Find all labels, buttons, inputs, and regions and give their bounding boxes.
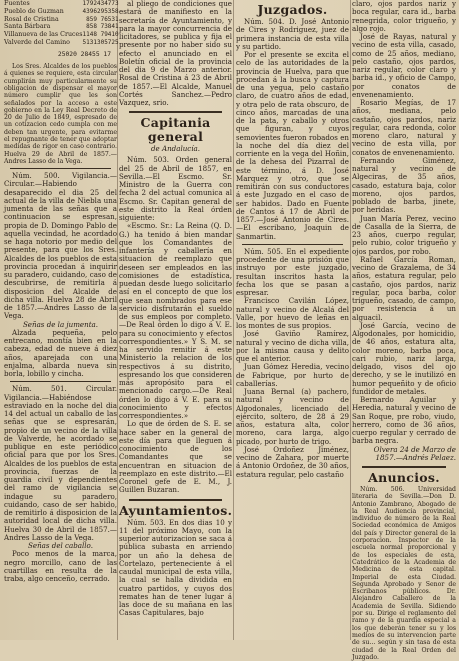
tally-cell: 859 [86,15,97,23]
notice-text: Los Sres. Alcaldes de los pueblos á quienes se requiere, esta circular cumplirán muy particularmente su obligacion de dispensar el mayor número cumplir que les son señalados por la acceso a este gobierno en la Ley Real Decreto de 20 de Julio de 1849, espresado de un cotizacion cedo cumpla con me deben tan urgente, para evitarme el repugnante de tener que adoptar medidas de rigor en caso contrario. Huelva 29 de Abril de 1857.—Andres Lasso de la Vega. [4,63,117,165]
divider [10,381,111,382]
divider [129,111,222,113]
tally-cell: 73 [111,0,119,7]
article-body: José García, vecino de Algodonales, por homicidio, de 46 años, estatura alta, color moreno, barba poca, cari rubio, nariz larga, delgado, visos del ojo derecho, y se le inutilizó en humor pequeñito y de oficio fundidor de metales. [352,320,456,396]
article-body: —Habiendo desaparecido el dia 25 del actual de la villa de Niebla una jumenta de las señas que a continuacion se espresan, propia de D. Domingo Pablo de aquella vecindad, he acordado se haga notorio por medio del presente, para que los Sres. Alcaldes de los pueblos de esta provincia procedan á inquirir su paradero, cuidando, caso de descubrirse, de remitirla á disposicion del Alcalde de dicha villa. Huelva 28 de Abril de 1857.—Andres Lasso de la Vega. [4,179,117,321]
article-body: —Habiéndose estraviado en la noche del dia 14 del actual un caballo de las señas que se espresarán, propio de un vecino de la villa de Valverde, he acordado se publique en este periódico oficial para que por los Sres. Alcaldes de los pueblos de esta provincia, fuerzas de la guardia civil y dependientes del ramo de vigilancia se indague su paradero, cuidando, caso de ser habido, de remitirlo á disposicion de la autoridad local de dicha villa. Huelva 30 de Abril de 1857.—Andres Lasso de la Vega. [4,392,117,542]
description: Alzada pequeña, pelo entrecano, montía bien en la cabeza, edad de nueve á diez años, aparejada con una enjalma, albarda nueva sin borla, lobillo y cincha. [4,327,117,379]
tally-cell: 58 [111,7,119,15]
column-1 [4,0,117,640]
tally-cell: 31 [111,15,119,23]
section-title: Juzgados. [257,2,328,17]
tally-totals: 25020 28455 17 [57,50,111,58]
tally-cell: 738 [100,23,112,31]
tally-cell: 5131 [82,38,97,46]
article-503b: Núm. 503. En dos dias 10 y 11 del próximo Mayo, con la superior autorizacion se saca á pública subasta en arriendo por un año la dehesa de Cortelazo, perteneciente á el caudal municipal de esta villa, la cual se halla dividida en cuatro partidos, y cuyos dos remates han de tener lugar á las doce de su mañana en las Casas Capitulares, bajo [119,517,232,618]
article-body: José Ordoñez Jiménez, vecino de Zahara, por muerte á Antonio Ordoñez, de 30 años, estatura regular, pelo castaño [236,444,349,479]
tally-row [4,31,119,39]
tally-cell: 4396 [82,7,97,15]
article-503: Núm. 503. Orden general del 25 de Abril de 1857, en Sevilla.—El Escmo. Sr. Ministro de la Guerra con fecha 2 del actual comunica al Escmo. Sr. Capitan general de este distrito la Real órden siguiente: [119,155,232,222]
tally-cell: Pueblo de Guzman [4,7,64,15]
tally-cell: 765 [100,15,112,23]
divider [129,499,222,501]
tally-cell: 41 [111,23,119,31]
tally-cell: 1148 [82,31,97,39]
description: Poco menos de la marca, negro morcillo, cano de las cuartillas en resulta de la traba, algo cenceño, cerrado. [4,549,117,584]
article-body: José de Rayas, natural y vecino de esta villa, casado, como de 25 años, mediano, pelo castaño, ojos pardos, nariz regular, color claro y barba id., y oficio de Campo, por conatos de envenenamiento. [352,32,456,99]
section-title: Capitania general [140,115,211,145]
tally-cell: 4347 [96,0,112,7]
article-body: «Escmo. Sr.: La Reina (Q. D. G.) ha tenido á bien mandar que los Comandantes de infantería y caballería en situacion de reemplazo que deseen ser empleados en las comisiones de estadística, puedan desde luego solicitarlo así en el concepto de que los que sean nombrados para ese servicio disfrutarán el sueldo de sus empleos por completo.—De Real órden lo digo á V. E. para su conocimiento y efectos correspondientes.» Y S. M. se ha servido remitir á este Ministerio la relacion de los respectivos á su distrito, espresando los que consideren más apropósito para el mencionado cargo.—De Real órden lo digo á V. E. para su conocimiento y efectos correspondientes.» [119,221,232,420]
divider [242,244,343,245]
column-3 [236,0,349,640]
article-505: Núm. 505. En el expediente procedente de una prisión que instruyo por este juzgado, resultan inscritos hasta la fecha los que se pasan a espresar. [236,246,349,297]
tally-row [4,39,119,47]
tally-cell: 858 [86,23,97,31]
article-heading: Núm. 500. Vigilancia.—Circular. [4,171,117,189]
subheading: Señas del caballo. [28,541,93,551]
continued-text: al pliego de condiciones que estará de manifiesto en la secretaría de Ayuntamiento, y para la mayor concurrencia de licitadores, se publica y fija el presente por no haber sido su efecto el anunciado en el Boletín oficial de la provincia del dia 9 de Marzo anterior. Rosal de Cristina á 23 de Abril de 1857.—El Alcalde, Manuel Cortés Sanchez.—Pedro Vazquez, srio. [119,0,232,107]
article-body: José Gaviño Ramírez, natural y vecino de dicha villa, por la misma causa y delito que el anterior. [236,329,349,363]
tally-cell: 3057 [96,38,112,46]
article-body: Francisco Cavilán López, natural y vecino de Alcalá del Valle, por huevo de leñas en los montes de sus propios. [236,296,349,330]
divider [362,466,446,468]
article-heading: Núm. 501. Circular. Vigilancia. [4,384,117,402]
continued-text: claro, ojos pardos nariz y boca regular, cara id., barba renegrida, color trigueño, y algo rojo. [352,0,456,33]
column-rule [350,0,351,640]
tally-cell: Valverde del Camino [4,38,70,46]
tally-cell: 1792 [82,0,97,7]
tally-cell: Santa Bárbara [4,23,51,31]
tally-cell: 25 [111,38,119,46]
article-body: Juan María Perez, vecino de Casalla de la Sierra, de 23 años, cuerpo regular, pelo rubio, color trigueño y ojos pardos, por robo. [352,213,456,256]
article-body: Fernando Giménez, natural y vecino de Algeciras, de 35 años, casado, estatura baja, color moreno, ojos pardos, poblado de barba, jinete, por heridas. [352,155,456,215]
municipal-tally-table [4,0,119,47]
article-body: Rosario Megías, de 17 años, mediana, pelo castaño, ojos pardos, nariz regular, cara redonda, color moreno claro, natural y vecino de esta villa, por conatos de envenenamiento. [352,98,456,157]
article-body: Juana Bernal (a) pachero, natural y vecino de Algodonales, licenciado del ejército, soltero, de 28 á 29 años, estatura alta, color moreno, cara larga, algo picado, por hurto de trigo. [236,387,349,446]
article-501 [4,385,117,542]
tally-row [4,23,119,31]
tally-cell: 10 [111,31,119,39]
tally-cell: Fuentes [4,0,30,7]
column-rule [233,0,234,640]
section-subtitle: de Andalucía. [150,144,201,154]
tally-row [4,0,119,8]
column-2 [119,0,232,640]
article-body: Por el presente se excita el celo de las autoridades de la provincia de Huelva, para que procedan á la busca y captura de una yegua, pelo castaño claro, de cuatro años de edad, y otra pelo de rata obscuro, de cinco años, marcadas de una de la pata, y caballo y otros que figuran, y cuyos semovientes fueron robados en la noche del día diez del corriente en la vega del Hoñin, de la dehesa del Pizarral de este término, á D. José Marquez y otro, que se remitirán con sus conductores á este Juzgado en el caso de ser habidos. Dado en Fuente de Cantos á 17 de Abril de 1857.—José Antonio de Cires.—El escribano, Joaquin de Sanmartin. [236,50,349,241]
tally-cell: 2953 [96,7,112,15]
article-500 [4,172,117,321]
tally-row [4,16,119,24]
tally-cell: Rosal de Cristina [4,15,59,23]
divider [10,168,111,169]
article-body: Juan Gómez Heredia, vecino de Fabrique, por hurto de caballerías. [236,362,349,388]
section-title: Ayuntamientos. [119,502,233,518]
subheading: Señas de la jumenta. [22,319,99,329]
tally-cell: 794 [100,31,112,39]
section-title: Anuncios. [368,470,440,485]
article-body: Bernardo Aguilar y Heredia, natural y vecino de San Roque, pre robo, viudo, herrero, como de 36 años, cuerpo regular y cerrado de barba negra. [352,395,456,446]
tally-cell: Villanueva de las Cruces [4,31,83,39]
article-504: Núm. 504. D. José Antonio de Cires y Rodriguez, juez de primera instancia de esta villa y su partido. [236,17,349,51]
column-4 [352,0,456,661]
signature: Olvera 24 de Marzo de 1857.—Andrés Pelaez. [373,444,456,462]
column-rule [117,0,118,640]
article-body: Lo que de órden de S. E. se hace saber en la general de este día para que lleguen á conocimiento de los Comandantes que se encuentran en situacion de reemplazo en este distrito.—El Coronel gefe de E. M., J. Guillen Buzaran. [119,419,232,495]
article-506: Núm. 506. Universidad literaria de Sevilla.—Don D. Antonio Zambrano, Abogado de la Real Audiencia provincial, individuo de número de la Real Sociedad económica de Amigos del país y Director general de la corporacion. Inspector de la escuela normal proporcional y de los especiales de esta, Catedrático de la Academia de Medicina de esta capital. Imperial de esta Ciudad. Segunda Aprobado y Senor de Escribanos públicos. Dr. Alejandro Caballero de la Academia de Sevilla. Sidiendo por su. Dirige el reglamento del ramo y de la guardia especial a los que deberán tener su y los medios de su intervencion parte de su... según y sin tasa de esta ciudad de la Real Orden del Juzgado. [352,486,456,661]
article-body: Rafael García Roman, vecino de Grazalema, de 34 años, estatura regular, pelo castaño, ojos pardos, nariz regular, poca barba, color trigueño, casado, de campo, por resistencia á un alguacil. [352,254,456,322]
tally-row [4,8,119,16]
